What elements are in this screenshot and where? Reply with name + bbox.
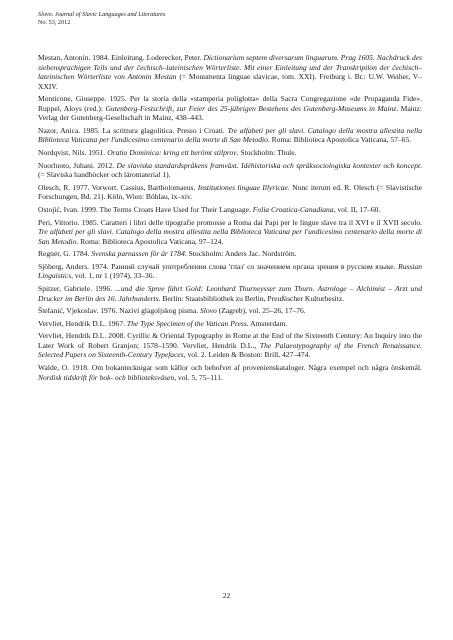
- reference-text: (= Monumenta linguae slavicae, tom. XXI). Freiburg i. Br.: U.W. Weiher, V–XXIV.: [38, 72, 422, 91]
- reference-entry: [38, 218, 422, 247]
- reference-text: . Nunc iterum ed. R. Olesch (= Slavistische Forschungen, Bd. 21). Köln, Wien: Böhlau, ix–xiv.: [38, 182, 422, 202]
- reference-text: Sjöberg, Anders. 1974. Ранний случай употребления слова 'глаз' со значением органа зрения в русском языке.: [38, 261, 399, 271]
- issue-number: No. 53, 2012: [38, 19, 71, 26]
- reference-title: Folia Croatica-Canadiana: [252, 204, 334, 214]
- reference-title: Nordisk tidskrift för bok- och biblioteksväsen: [38, 372, 175, 382]
- reference-entry: [38, 205, 422, 215]
- reference-entry: [38, 319, 422, 329]
- reference-text: . (= Slaviska handböcker och läromaterial 1).: [38, 160, 422, 180]
- reference-text: . Amsterdam.: [246, 318, 288, 328]
- reference-title: The Type Specimen of the Vatican Press: [126, 318, 247, 328]
- reference-text: . Stockholm: Anders Jac. Nordström.: [184, 249, 297, 259]
- reference-entry: [38, 53, 422, 91]
- page-number: 22: [222, 591, 231, 600]
- journal-title: Slovo. Journal of Slavic Languages and Literatures: [38, 11, 166, 18]
- reference-text: Monticone, Giuseppe. 1925. Per la storia della «stamperia poliglotta» della Sacra Congregazione «de Propaganda Fide». Ruppel, Aloys (red.):: [38, 94, 422, 113]
- reference-text: Ostojić, Ivan. 1999. The Terms Croats Have Used for Their Language.: [38, 204, 253, 214]
- reference-entry: [38, 363, 422, 382]
- reference-text: . Roma: Biblioteca Apostolica Vaticana, 57–65.: [267, 135, 412, 145]
- reference-text: Spitzer, Gabriele. 1996.: [38, 283, 116, 293]
- reference-entry: [38, 249, 422, 259]
- reference-text: Nordqvist, Nils. 1951.: [38, 148, 108, 158]
- reference-title: Tre alfabeti per gli slavi. Catalogo della mostra allestita nella Biblioteca Vaticana per l'undicesimo centenario della morte di San Metodio: [38, 227, 422, 246]
- reference-text: . Mainz: Verlag der Gutenberg-Gesellschaft in Mainz, 438–443.: [38, 103, 422, 123]
- running-header: [38, 11, 165, 27]
- reference-title: Oratio Dominica: kring ett berömt stilprov: [107, 148, 237, 158]
- reference-text: Nazor, Anica. 1985. La scrittura glagolitica. Presso i Croati.: [38, 125, 228, 135]
- reference-text: , vol. 2. Leiden & Boston: Brill, 427–474.: [183, 350, 311, 360]
- reference-title: Institutiones linguae Illyricae: [197, 182, 288, 192]
- reference-list: [38, 53, 422, 385]
- reference-text: . Roma: Biblioteca Apostolica Vaticana, 97–124.: [76, 236, 224, 246]
- reference-text: Olesch, R. 1977. Vorwort. Cassius, Bartholomaeus.: [38, 182, 198, 192]
- reference-entry: [38, 284, 422, 303]
- reference-entry: [38, 331, 422, 360]
- reference-entry: [38, 126, 422, 145]
- reference-entry: [38, 183, 422, 202]
- reference-title: Dictionarium septem diversarum linguarum. Prag 1605. Nachdruck des siebensprachigen Teils und der čechisch–lateinischen Wörterliste. Mit einer Einleitung und der Transkription der čechisch–lateinischen Wörterliste von Antonin Mestan: [38, 53, 422, 82]
- reference-entry: [38, 148, 422, 158]
- reference-entry: [38, 161, 422, 180]
- reference-text: Nuorluoto, Juhani. 2012.: [38, 160, 117, 170]
- reference-text: , vol. 5, 75–111.: [174, 372, 223, 382]
- reference-title: ...und die Spree führt Gold: Leonhard Thurneysser zum Thurn. Astrologe – Alchimist – Arzt und Drucker im Berlin des 16. Jahrhunderts: [38, 283, 422, 303]
- reference-title: De slaviska standardspråkens framväxt. Idéhistoriska och språksociologiska kontexter och koncept: [116, 160, 421, 170]
- reference-text: , vol. II, 17–60.: [333, 204, 381, 214]
- reference-title: Tre alfabeti per gli slavi. Catalogo della mostra allestita nella Biblioteca Vaticana per l'undicesimo centenario della morte di San Metodio: [38, 125, 422, 145]
- reference-entry: [38, 94, 422, 123]
- reference-title: Russian Linguistics: [38, 261, 422, 281]
- reference-title: Svenska parnassen för år 1784: [91, 249, 185, 259]
- reference-title: The Palaeotypography of the French Renaissance. Selected Papers on Sixteenth-Century Typefaces: [38, 340, 423, 360]
- reference-text: Regnér, G. 1784.: [38, 249, 92, 259]
- reference-title: Slovo: [200, 306, 217, 316]
- reference-text: Mestan, Antonin. 1984. Einleitung. Loderecker, Peter.: [38, 53, 204, 62]
- reference-text: . Stockholm: Thule.: [236, 148, 297, 158]
- reference-text: Walde, O. 1918. Om bokantecknigar som källor och behofvet af provenienskataloger. Några exempel och några önskemål.: [38, 362, 422, 372]
- reference-text: . Berlin: Staatsbibliothek zu Berlin, Preußischer Kulturbesitz.: [158, 293, 345, 303]
- reference-text: Vervliet, Hendrik D.L. 2008. Cyrillic & Oriental Typography in Rome at the End of the Sixteenth Century: An Inquiry into the Later Work of Robert Granjon; 1578–1590. Vervliet, Hendrik D.L.,: [38, 331, 422, 350]
- reference-text: Štefanić, Vjekoslav. 1976. Nazivi glagoljskog pisma.: [38, 306, 201, 316]
- reference-title: Gutenberg-Festschrift, zur Feier des 25-jährigen Bestehens des Gutenberg-Museums in Mainz: [105, 103, 397, 113]
- reference-text: , vol. 1, nr 1 (1974), 33–36.: [71, 271, 155, 281]
- reference-text: Vervliet, Hendrik D.L. 1967.: [38, 318, 127, 328]
- reference-entry: [38, 262, 422, 281]
- reference-text: Peri, Vittorio. 1985. Caratteri i libri delle tipografie promosse a Roma dai Papi per le lingue slave tra il XVI e il XVII secolo.: [38, 217, 422, 227]
- reference-entry: [38, 306, 422, 316]
- reference-text: (Zagreb), vol. 25–26, 17–76.: [216, 306, 306, 316]
